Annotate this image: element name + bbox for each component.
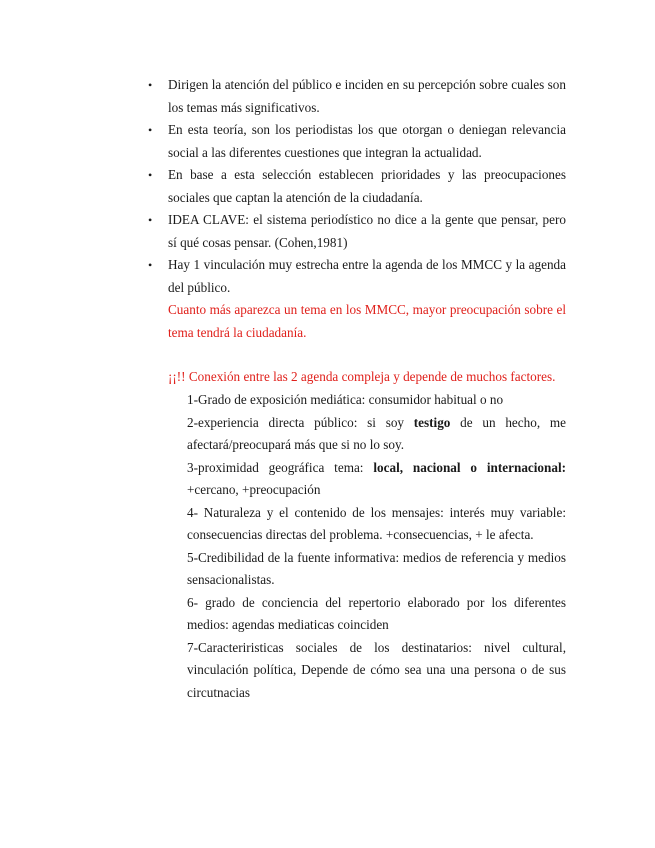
factor-3 [187,457,566,502]
bullet-dot-icon: • [148,168,153,182]
bullet-text: Dirigen la atención del público e inciden en su percepción sobre cuales son los temas más significativos. [168,77,566,115]
bullet-item [148,254,566,299]
factor-7: 7-Caracteriristicas sociales de los destinatarios: nivel cultural, vinculación política, Depende de cómo sea una una persona o de sus circutnacias [187,639,566,700]
factor-2-bold: testigo [413,414,451,430]
bullet-text: IDEA CLAVE: el sistema periodístico no dice a la gente que pensar, pero sí qué cosas pensar. (Cohen,1981) [168,212,566,250]
bullet-item [148,164,566,209]
bullet-dot-icon: • [148,258,153,272]
factor-2-text-end: de un hecho, me afectará/preocupará más que si no lo soy. [187,414,566,452]
bullet-text: Hay 1 vinculación muy estrecha entre la agenda de los MMCC y la agenda del público. [168,257,566,295]
bullet-item [148,74,566,119]
bullet-dot-icon: • [148,78,153,92]
factor-2 [187,412,566,457]
factor-3-text-end: +cercano, +preocupación [187,482,321,497]
bullet-text: En esta teoría, son los periodistas los que otorgan o deniegan relevancia social a las diferentes cuestiones que integran la actualidad. [168,122,566,160]
factor-4: 4- Naturaleza y el contenido de los mensajes: interés muy variable: consecuencias directas del problema. +consecuencias, + le afecta. [187,504,566,542]
factor-6: 6- grado de conciencia del repertorio elaborado por los diferentes medios: agendas mediaticas coinciden [187,594,566,632]
bullet-item [148,119,566,164]
factor-2-text: 2-experiencia directa público: si soy [187,414,414,430]
bullet-text: En base a esta selección establecen prioridades y las preocupaciones sociales que captan la atención de la ciudadanía. [168,167,566,205]
connection-heading: ¡¡!! Conexión entre las 2 agenda compleja y depende de muchos factores. [168,369,556,384]
highlighted-paragraph: Cuanto más aparezca un tema en los MMCC, mayor preocupación sobre el tema tendrá la ciudadanía. [168,302,566,340]
bullet-dot-icon: • [148,123,153,137]
factor-5: 5-Credibilidad de la fuente informativa: medios de referencia y medios sensacionalistas. [187,549,566,587]
factor-1: 1-Grado de exposición mediática: consumidor habitual o no [187,392,504,407]
bullet-list [148,74,566,299]
bullet-item [148,209,566,254]
bullet-dot-icon: • [148,213,153,227]
factors-list [187,389,566,704]
factor-3-text: 3-proximidad geográfica tema: [187,459,374,475]
factor-3-bold: local, nacional o internacional: [373,459,567,475]
